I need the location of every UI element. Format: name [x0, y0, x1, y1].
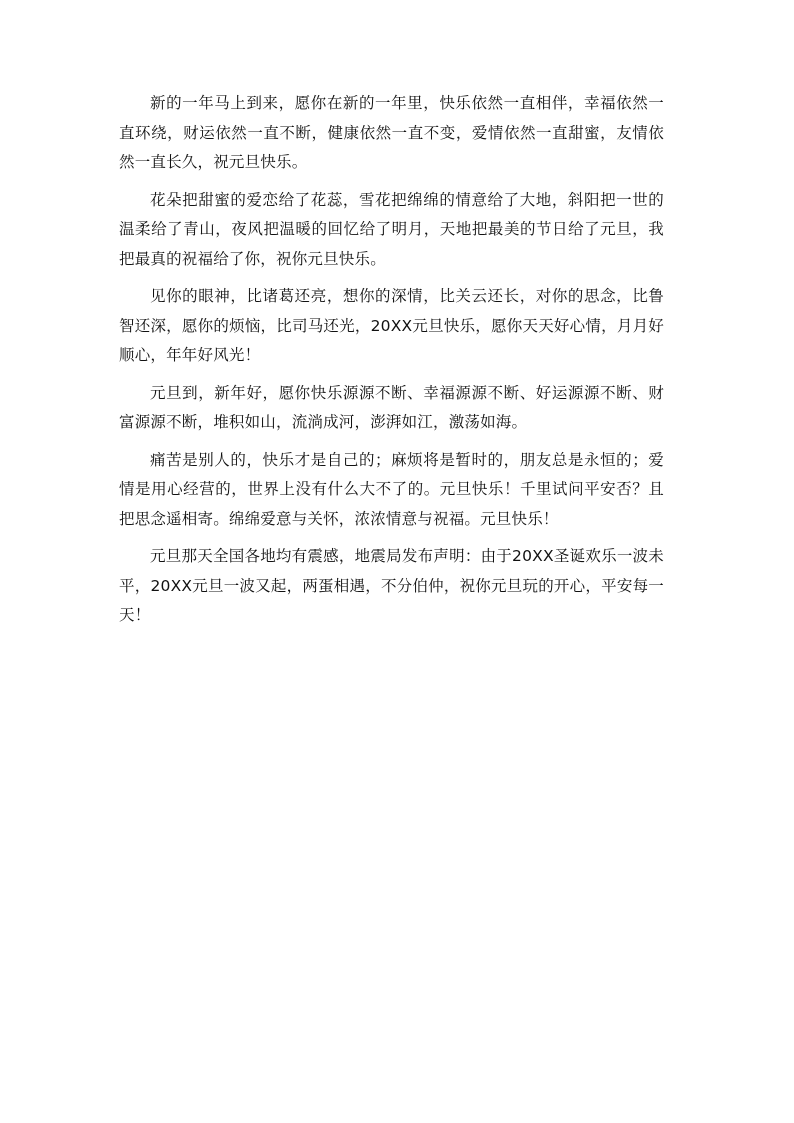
paragraph-1: 新的一年马上到来，愿你在新的一年里，快乐依然一直相伴，幸福依然一直环绕，财运依然一直不断，健康依然一直不变，爱情依然一直甜蜜，友情依然一直长久，祝元旦快乐。: [119, 94, 664, 171]
document-body: [119, 89, 664, 639]
paragraph-6: 元旦那天全国各地均有震感，地震局发布声明：由于20XX圣诞欢乐一波未平，20XX元旦一波又起，两蛋相遇，不分伯仲，祝你元旦玩的开心，平安每一天！: [119, 547, 664, 624]
paragraph-3: 见你的眼神，比诸葛还亮，想你的深情，比关云还长，对你的思念，比鲁智还深，愿你的烦恼，比司马还光，20XX元旦快乐，愿你天天好心情，月月好顺心，年年好风光！: [119, 287, 664, 364]
paragraph-5: 痛苦是别人的，快乐才是自己的；麻烦将是暂时的，朋友总是永恒的；爱情是用心经营的，世界上没有什么大不了的。元旦快乐！千里试问平安否？且把思念遥相寄。绵绵爱意与关怀，浓浓情意与祝福。元旦快乐！: [119, 450, 664, 528]
paragraph-2: 花朵把甜蜜的爱恋给了花蕊，雪花把绵绵的情意给了大地，斜阳把一世的温柔给了青山，夜风把温暖的回忆给了明月，天地把最美的节日给了元旦，我把最真的祝福给了你，祝你元旦快乐。: [119, 190, 664, 268]
paragraph-4: 元旦到，新年好，愿你快乐源源不断、幸福源源不断、好运源源不断、财富源源不断，堆积如山，流淌成河，澎湃如江，激荡如海。: [119, 383, 664, 431]
